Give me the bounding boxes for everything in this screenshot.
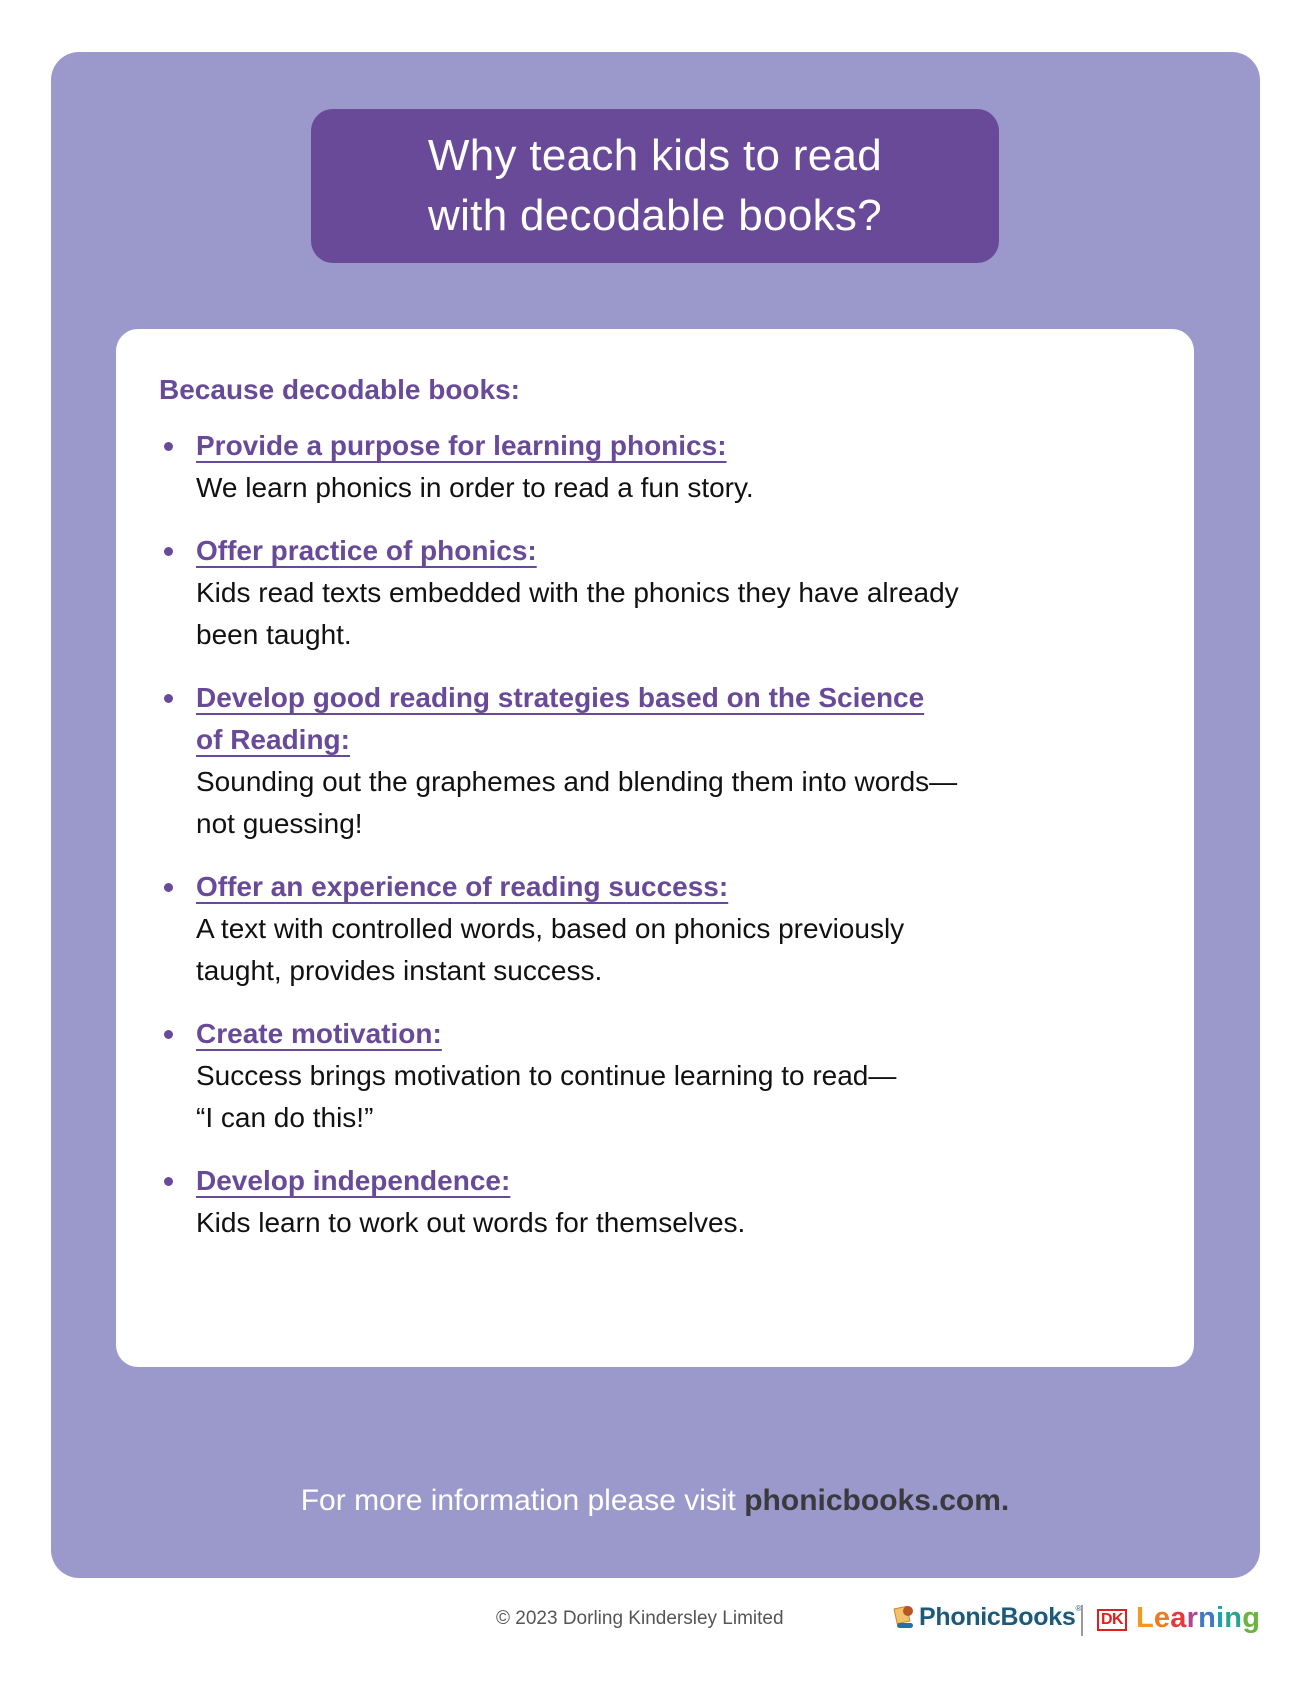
item-heading-link[interactable]: Develop independence: (196, 1165, 511, 1196)
reasons-list (159, 425, 1159, 1265)
dk-learning-wordmark: Learning (1136, 1602, 1261, 1634)
bullet-icon (164, 694, 173, 703)
item-heading-link[interactable]: Develop good reading strategies based on the Science (196, 682, 925, 713)
item-body: Sounding out the graphemes and blending them into words— (196, 766, 958, 797)
item-heading-link[interactable]: Provide a purpose for learning phonics: (196, 430, 727, 461)
item-body: “I can do this!” (196, 1102, 374, 1133)
copyright-notice: © 2023 Dorling Kindersley Limited (496, 1608, 784, 1629)
bullet-icon (164, 1177, 173, 1186)
more-info-footer (0, 1483, 1310, 1519)
page-title-line-1: Why teach kids to read (427, 131, 883, 180)
item-body: been taught. (196, 619, 352, 650)
item-body: Kids learn to work out words for themselves. (196, 1207, 746, 1238)
phonicbooks-mascot-icon (893, 1604, 917, 1630)
item-body: Kids read texts embedded with the phonics they have already (196, 577, 959, 608)
list-item (159, 1013, 1159, 1139)
dk-logo-icon: DK (1097, 1609, 1127, 1631)
item-body: Success brings motivation to continue learning to read— (196, 1060, 897, 1091)
item-body: A text with controlled words, based on phonics previously (196, 913, 905, 944)
list-item (159, 425, 1159, 509)
item-body: not guessing! (196, 808, 363, 839)
website-link[interactable]: phonicbooks.com. (744, 1484, 1010, 1517)
list-item (159, 1160, 1159, 1244)
item-body: taught, provides instant success. (196, 955, 603, 986)
phonicbooks-wordmark: PhonicBooks (919, 1602, 1076, 1631)
item-heading-link[interactable]: Create motivation: (196, 1018, 442, 1049)
list-item (159, 530, 1159, 656)
list-item (159, 866, 1159, 992)
logo-divider (1081, 1605, 1083, 1636)
bullet-icon (164, 1030, 173, 1039)
bullet-icon (164, 547, 173, 556)
intro-heading: Because decodable books: (159, 374, 521, 405)
page-title-line-2: with decodable books? (428, 191, 882, 240)
phonicbooks-logo (893, 1602, 1081, 1632)
bullet-icon (164, 883, 173, 892)
item-body: We learn phonics in order to read a fun story. (196, 472, 754, 503)
item-heading-link[interactable]: of Reading: (196, 724, 350, 755)
content-card (116, 329, 1194, 1367)
registered-mark: ® (1075, 1604, 1082, 1613)
footer-lead-text: For more information please visit (300, 1484, 745, 1517)
list-item (159, 677, 1159, 845)
title-banner (311, 109, 999, 263)
bullet-icon (164, 442, 173, 451)
item-heading-link[interactable]: Offer practice of phonics: (196, 535, 537, 566)
item-heading-link[interactable]: Offer an experience of reading success: (196, 871, 729, 902)
